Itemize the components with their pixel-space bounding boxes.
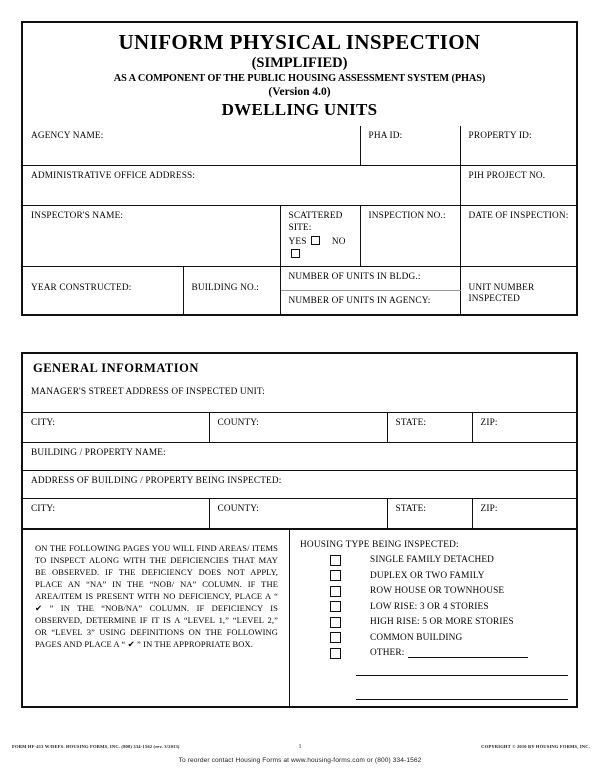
instructions-panel <box>23 530 290 707</box>
housing-type-checkbox-cell[interactable] <box>300 644 370 662</box>
housing-type-option-row[interactable] <box>300 568 568 584</box>
title-block <box>23 23 576 126</box>
field-year-constructed[interactable]: YEAR CONSTRUCTED: <box>23 266 183 314</box>
checkbox-common-building[interactable] <box>330 632 341 643</box>
housing-type-other-label: OTHER: <box>370 648 405 659</box>
checkbox-high-rise[interactable] <box>330 617 341 628</box>
checkbox-row-house-or-townhouse[interactable] <box>330 586 341 597</box>
instructions-and-housing-type-panel <box>23 529 576 707</box>
page-title: UNIFORM PHYSICAL INSPECTION <box>118 30 481 54</box>
header-frame <box>21 21 578 316</box>
scattered-no-checkbox[interactable] <box>291 249 300 258</box>
field-unit-number-inspected[interactable]: UNIT NUMBER INSPECTED <box>460 266 576 314</box>
other-write-in-line-2[interactable] <box>356 661 568 676</box>
footer-copyright: COPYRIGHT © 2010 BY HOUSING FORMS, INC. <box>481 744 590 749</box>
scattered-yes-label: YES <box>288 237 307 248</box>
title-subject: DWELLING UNITS <box>221 100 378 120</box>
field-manager-street-address[interactable]: MANAGER'S STREET ADDRESS OF INSPECTED UNIT: <box>23 382 576 412</box>
field-inspection-no[interactable]: INSPECTION NO.: <box>360 206 460 266</box>
field-pih-project-no[interactable]: PIH PROJECT NO. <box>460 166 576 206</box>
title-version: (Version 4.0) <box>268 85 331 98</box>
title-simplified: (SIMPLIFIED) <box>251 55 348 72</box>
housing-type-other-row[interactable] <box>300 646 568 662</box>
housing-type-panel <box>290 530 576 707</box>
field-city-2[interactable]: CITY: <box>23 498 209 528</box>
field-city-1[interactable]: CITY: <box>23 412 209 442</box>
footer-reorder-notice: To reorder contact Housing Forms at www.housing-forms.com or (800) 334-1562 <box>178 757 422 764</box>
general-information-table <box>23 382 576 529</box>
header-table <box>23 126 576 314</box>
housing-type-option-row[interactable] <box>300 615 568 631</box>
other-write-in-line-3[interactable] <box>356 685 568 700</box>
general-information-heading: GENERAL INFORMATION <box>33 361 199 375</box>
footer-form-id: FORM HF-413 W/DEFS. HOUSING FORMS, INC. (800) 334-1562 (rev. 3/2013) <box>12 744 180 749</box>
field-building-no[interactable]: BUILDING NO.: <box>183 266 280 314</box>
housing-type-option-row[interactable] <box>300 584 568 600</box>
field-property-id[interactable]: PROPERTY ID: <box>460 126 576 166</box>
field-state-1[interactable]: STATE: <box>387 412 472 442</box>
field-scattered-site <box>280 206 360 266</box>
page-footer <box>0 744 600 764</box>
scattered-site-label: SCATTERED SITE: <box>288 211 343 233</box>
checkbox-other[interactable] <box>330 648 341 659</box>
field-admin-office-address[interactable]: ADMINISTRATIVE OFFICE ADDRESS: <box>23 166 460 206</box>
housing-type-label: SINGLE FAMILY DETACHED <box>370 555 495 566</box>
title-phas-component: AS A COMPONENT OF THE PUBLIC HOUSING ASSESSMENT SYSTEM (PHAS) <box>113 72 486 84</box>
scattered-yes-checkbox[interactable] <box>311 236 320 245</box>
checkbox-duplex-or-two-family[interactable] <box>330 570 341 581</box>
housing-type-label: ROW HOUSE OR TOWNHOUSE <box>370 586 505 597</box>
field-pha-id[interactable]: PHA ID: <box>360 126 460 166</box>
field-county-2[interactable]: COUNTY: <box>209 498 387 528</box>
field-agency-name[interactable]: AGENCY NAME: <box>23 126 360 166</box>
field-county-1[interactable]: COUNTY: <box>209 412 387 442</box>
housing-type-label: DUPLEX OR TWO FAMILY <box>370 570 485 581</box>
housing-type-title: HOUSING TYPE BEING INSPECTED: <box>300 539 459 550</box>
housing-type-label: LOW RISE: 3 OR 4 STORIES <box>370 601 489 612</box>
housing-type-option-row[interactable] <box>300 553 568 569</box>
instructions-text: ON THE FOLLOWING PAGES YOU WILL FIND AREAS/ ITEMS TO INSPECT ALONG WITH THE DEFICIENCIES THAT MAY BE OBSERVED. IF THE DEFICIENCY DOES NOT APPLY, PLACE AN “NA” IN THE “NOB/ NA” COLUMN. IF THE AREA/ITEM IS PRESENT WITH NO DEFICIENCY, PLACE A “ ✔ ” IN THE “NOB/NA” COLUMN. IF DEFICIENCY IS OBSERVED, DETERMINE IF IT IS A “LEVEL 1,” “LEVEL 2,” OR “LEVEL 3” USING DEFINITIONS ON THE FOLLOWING PAGES AND PLACE A “ ✔ ” IN THE APPROPRIATE BOX. <box>35 542 278 649</box>
housing-type-option-row[interactable] <box>300 630 568 646</box>
checkbox-single-family-detached[interactable] <box>330 555 341 566</box>
field-date-of-inspection[interactable]: DATE OF INSPECTION: <box>460 206 576 266</box>
field-address-of-building[interactable]: ADDRESS OF BUILDING / PROPERTY BEING INSPECTED: <box>23 470 576 498</box>
housing-type-label: COMMON BUILDING <box>370 632 463 643</box>
field-building-property-name[interactable]: BUILDING / PROPERTY NAME: <box>23 442 576 470</box>
checkbox-low-rise[interactable] <box>330 601 341 612</box>
field-units-in-bldg[interactable]: NUMBER OF UNITS IN BLDG.: <box>280 266 460 290</box>
field-state-2[interactable]: STATE: <box>387 498 472 528</box>
scattered-no-label: NO <box>331 237 346 248</box>
other-write-in-line-1[interactable] <box>408 649 528 658</box>
housing-type-option-row[interactable] <box>300 599 568 615</box>
field-zip-2[interactable]: ZIP: <box>472 498 576 528</box>
footer-page-number: 1 <box>298 744 302 750</box>
field-zip-1[interactable]: ZIP: <box>472 412 576 442</box>
general-information-frame <box>21 352 578 708</box>
field-units-in-agency[interactable]: NUMBER OF UNITS IN AGENCY: <box>280 290 460 314</box>
field-inspectors-name[interactable]: INSPECTOR'S NAME: <box>23 206 280 266</box>
housing-type-label: HIGH RISE: 5 OR MORE STORIES <box>370 617 514 628</box>
